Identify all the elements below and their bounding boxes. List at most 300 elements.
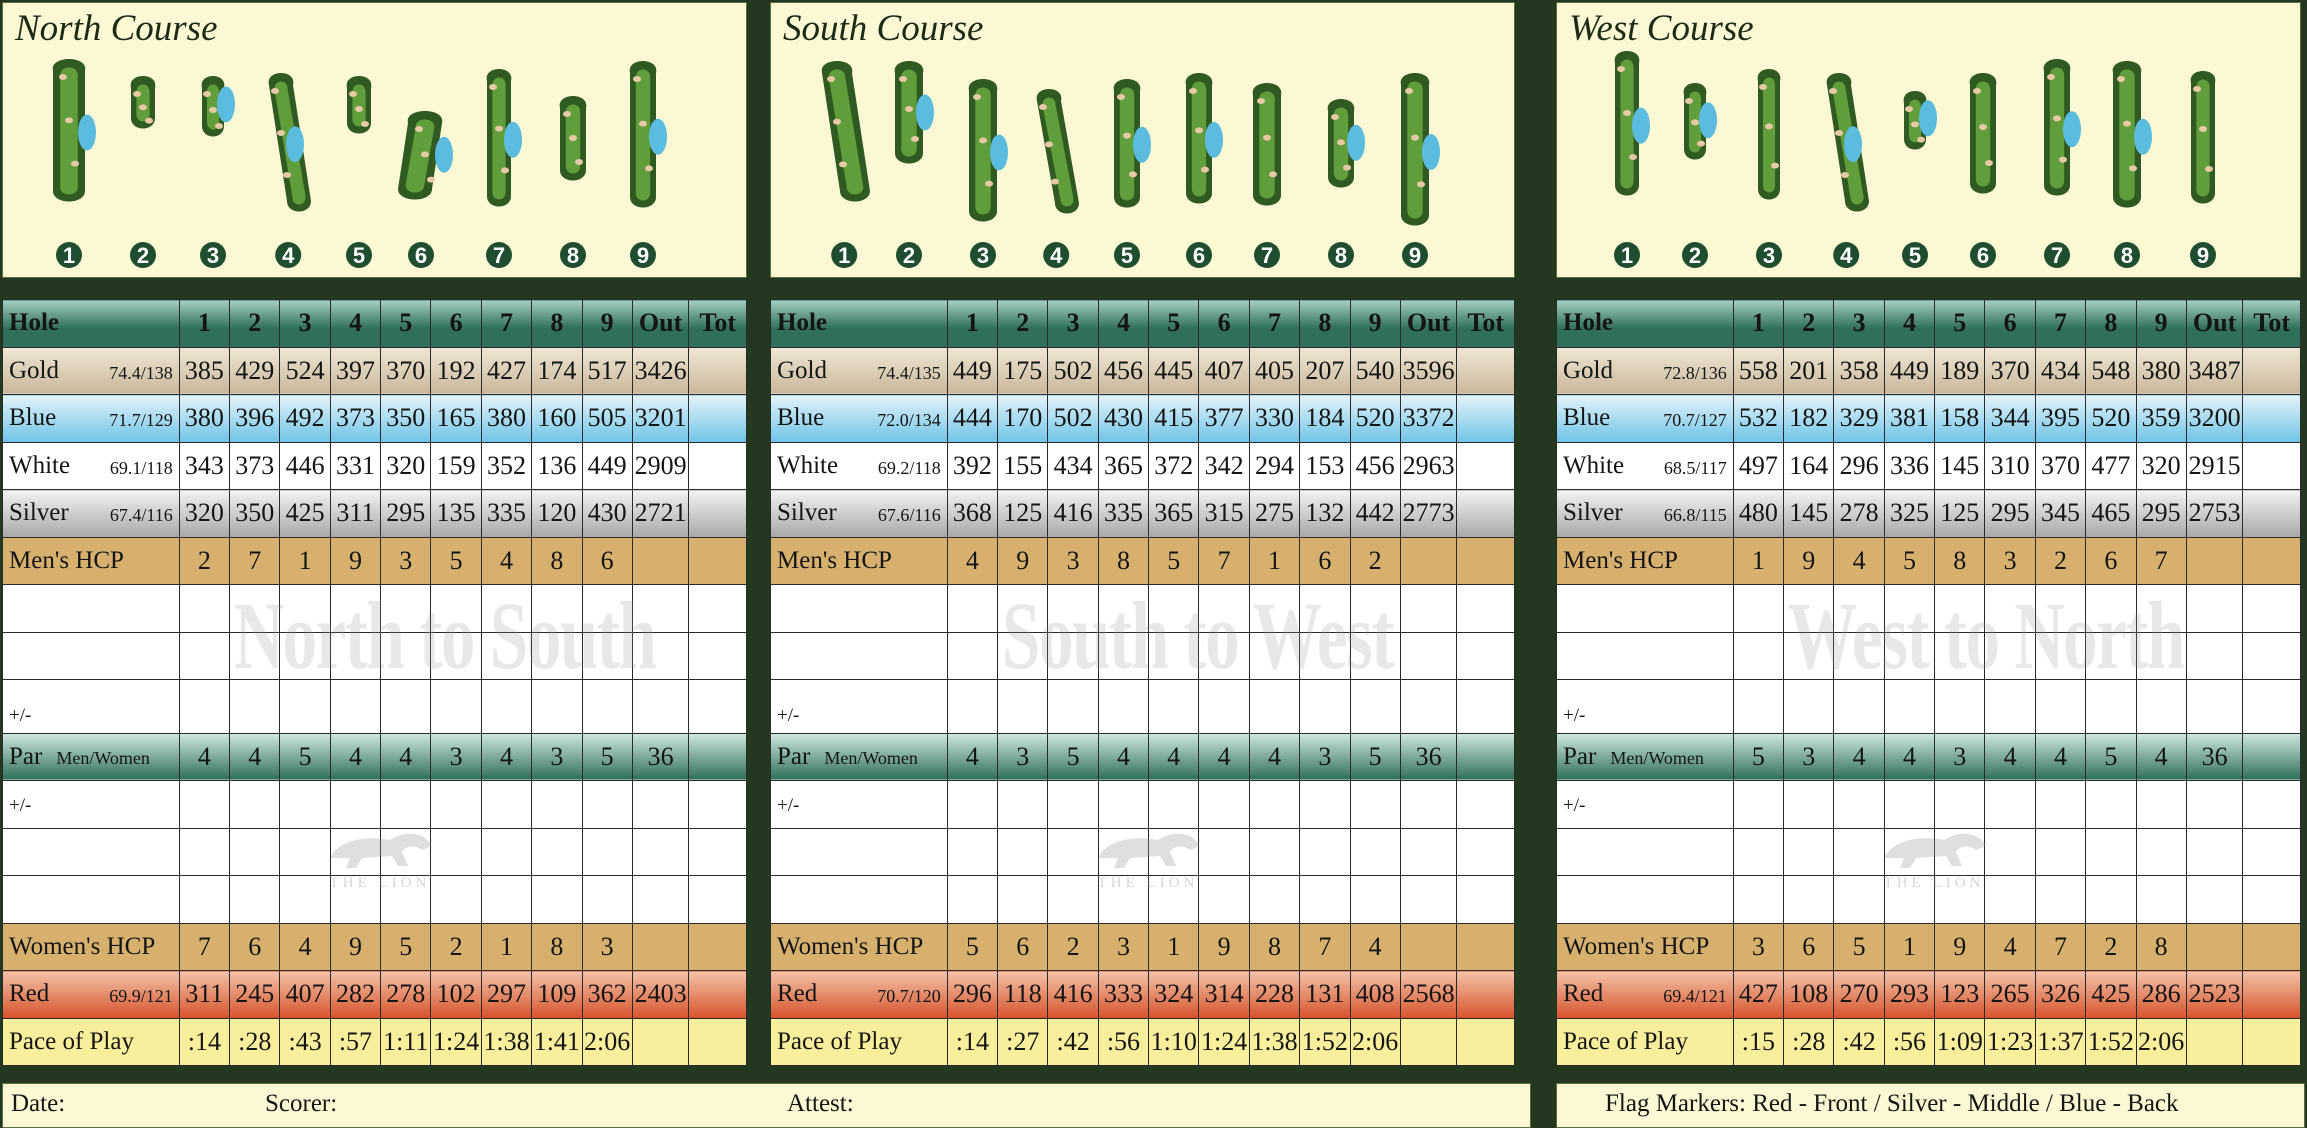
score-entry-cell[interactable] [1935,680,1985,734]
score-entry-cell[interactable] [2136,876,2186,924]
score-entry-cell[interactable] [2136,781,2186,829]
score-entry-cell[interactable] [632,828,689,876]
score-entry-cell[interactable] [2136,828,2186,876]
score-entry-cell[interactable] [632,680,689,734]
yardage-cell: 492 [280,395,330,443]
out-header: Out [1400,300,1457,348]
hole-number-text: 4 [282,243,295,268]
gold-tee-label-text: Gold [9,356,59,384]
yardage-cell: 311 [179,971,229,1019]
bunker [1123,133,1131,139]
course-rating-slope: 68.5/117 [1663,457,1727,478]
score-entry-cell[interactable] [2136,632,2186,680]
hole-number-header: 3 [1048,300,1098,348]
score-entry-cell[interactable] [532,828,582,876]
score-entry-cell[interactable] [998,632,1048,680]
score-entry-cell[interactable] [1784,632,1834,680]
score-entry-cell[interactable] [481,876,531,924]
score-entry-cell[interactable] [689,680,747,734]
score-entry-cell[interactable] [532,632,582,680]
score-entry-cell[interactable] [481,585,531,633]
score-entry-cell[interactable] [230,680,280,734]
score-entry-cell[interactable] [1834,632,1884,680]
score-entry-cell[interactable] [1400,680,1457,734]
score-entry-cell[interactable] [481,680,531,734]
player-name-cell[interactable] [3,585,180,633]
score-entry-cell[interactable] [1350,632,1400,680]
yardage-cell: 170 [998,395,1048,443]
womens-hcp-label-text: Women's HCP [1563,932,1710,960]
bunker [827,76,835,82]
score-entry-cell[interactable] [1199,632,1249,680]
score-entry-cell[interactable] [2243,585,2301,633]
score-entry-cell[interactable] [2086,781,2136,829]
score-entry-cell[interactable] [632,781,689,829]
gold-tee-label-text: Gold [777,356,827,384]
score-entry-cell[interactable] [179,781,229,829]
score-entry-cell[interactable] [1350,828,1400,876]
yardage-cell: 381 [1884,395,1934,443]
hole-number-header: 8 [1300,300,1350,348]
score-entry-cell[interactable] [1249,585,1299,633]
score-entry-cell[interactable] [1935,828,1985,876]
score-entry-cell[interactable] [1985,680,2035,734]
score-entry-cell[interactable] [431,828,481,876]
handicap-cell: 7 [2035,923,2085,971]
score-entry-cell[interactable] [1935,632,1985,680]
score-entry-cell[interactable] [1935,781,1985,829]
player-name-cell[interactable] [3,632,180,680]
handicap-cell: 4 [1350,923,1400,971]
score-entry-cell[interactable] [2186,781,2243,829]
score-entry-cell[interactable] [431,876,481,924]
handicap-tot-cell [689,923,747,971]
score-entry-cell[interactable] [2086,585,2136,633]
hole-number-header: 2 [998,300,1048,348]
score-entry-cell[interactable] [1935,876,1985,924]
score-entry-cell[interactable] [1048,680,1098,734]
hole-number-text: 8 [566,243,580,268]
score-entry-cell[interactable] [582,876,632,924]
fairway-shape [1407,82,1422,219]
score-entry-cell[interactable] [1985,876,2035,924]
score-entry-cell[interactable] [1300,876,1350,924]
player-name-cell[interactable] [1557,680,1734,734]
score-entry-cell[interactable] [1400,632,1457,680]
score-entry-cell[interactable] [280,828,330,876]
score-entry-cell[interactable] [1098,585,1148,633]
bunker [563,111,571,117]
score-entry-cell[interactable] [1884,632,1934,680]
score-entry-cell[interactable] [381,680,431,734]
hole-number-header: 9 [582,300,632,348]
bunker [2117,76,2125,82]
score-entry-cell[interactable] [947,781,997,829]
score-entry-cell[interactable] [2035,828,2085,876]
score-entry-cell[interactable] [381,828,431,876]
score-entry-cell[interactable] [1199,680,1249,734]
score-entry-cell[interactable] [1098,828,1148,876]
score-entry-cell[interactable] [179,680,229,734]
score-entry-cell[interactable] [330,828,380,876]
player-name-cell[interactable] [3,828,180,876]
score-entry-cell[interactable] [1249,632,1299,680]
score-entry-cell[interactable] [1249,680,1299,734]
score-entry-cell[interactable] [1048,876,1098,924]
yardage-cell: 310 [1985,442,2035,490]
score-entry-cell[interactable] [1733,876,1783,924]
score-entry-cell[interactable] [1098,680,1148,734]
hole-6-layout [1186,73,1223,268]
hole-number-text: 9 [636,243,650,268]
player-name-cell[interactable] [3,781,180,829]
yardage-cell: 449 [1884,347,1934,395]
score-entry-cell[interactable] [1199,828,1249,876]
score-entry-cell[interactable] [330,585,380,633]
score-entry-cell[interactable] [1457,632,1515,680]
score-entry-cell[interactable] [431,585,481,633]
score-entry-cell[interactable] [1834,876,1884,924]
score-entry-cell[interactable] [1884,781,1934,829]
score-entry-cell[interactable] [1048,585,1098,633]
score-entry-cell[interactable] [1985,585,2035,633]
handicap-cell: 6 [582,537,632,585]
score-entry-cell[interactable] [1149,781,1199,829]
score-entry-cell[interactable] [582,585,632,633]
score-entry-cell[interactable] [179,876,229,924]
score-entry-cell[interactable] [1784,781,1834,829]
hole-number-header: 2 [230,300,280,348]
score-entry-cell[interactable] [947,585,997,633]
player-name-cell[interactable] [771,680,948,734]
score-entry-cell[interactable] [1300,781,1350,829]
score-entry-cell[interactable] [689,781,747,829]
par-sub-label: Men/Women [824,747,918,768]
score-entry-cell[interactable] [2243,876,2301,924]
score-entry-cell[interactable] [2186,632,2243,680]
score-entry-cell[interactable] [1249,781,1299,829]
score-entry-cell[interactable] [280,632,330,680]
bunker [2129,165,2137,171]
score-entry-cell[interactable] [1149,632,1199,680]
score-entry-cell[interactable] [1733,680,1783,734]
score-entry-cell[interactable] [1249,828,1299,876]
player-name-cell[interactable] [1557,632,1734,680]
score-entry-cell[interactable] [280,680,330,734]
score-entry-cell[interactable] [1884,828,1934,876]
score-entry-cell[interactable] [1098,781,1148,829]
score-entry-cell[interactable] [1733,585,1783,633]
score-entry-cell[interactable] [1300,680,1350,734]
score-entry-cell[interactable] [689,876,747,924]
score-entry-cell[interactable] [689,828,747,876]
score-entry-cell[interactable] [947,828,997,876]
score-entry-cell[interactable] [1733,632,1783,680]
score-entry-cell[interactable] [1350,680,1400,734]
yardage-cell: 373 [330,395,380,443]
yardage-cell: 270 [1834,971,1884,1019]
score-entry-cell[interactable] [280,781,330,829]
score-entry-cell[interactable] [1350,876,1400,924]
fairway-shape [1120,88,1134,201]
yardage-cell: 425 [2086,971,2136,1019]
score-entry-cell[interactable] [689,585,747,633]
score-entry-cell[interactable] [230,585,280,633]
red-tee-label-text: Red [1563,980,1604,1008]
score-entry-cell[interactable] [582,781,632,829]
score-entry-cell[interactable] [1350,585,1400,633]
score-entry-cell[interactable] [230,876,280,924]
yardage-cell: 480 [1733,490,1783,538]
course-rating-slope: 74.4/138 [109,362,173,383]
score-entry-cell[interactable] [2243,828,2301,876]
bunker [1765,123,1773,129]
fairway-shape [352,85,365,127]
hole-number-header: 7 [1249,300,1299,348]
score-entry-cell[interactable] [1098,876,1148,924]
player-name-cell[interactable] [771,781,948,829]
score-entry-cell[interactable] [1834,585,1884,633]
score-entry-cell[interactable] [1457,680,1515,734]
score-entry-cell[interactable] [2243,680,2301,734]
yardage-cell: 2721 [632,490,689,538]
player-name-cell[interactable] [771,585,948,633]
handicap-cell: 8 [1935,537,1985,585]
score-entry-cell[interactable] [1400,828,1457,876]
score-entry-cell[interactable] [1149,680,1199,734]
score-entry-cell[interactable] [947,632,997,680]
player-name-cell[interactable] [771,876,948,924]
water-hazard [1632,108,1650,144]
player-score-row [1557,632,2301,680]
player-name-cell[interactable] [3,680,180,734]
handicap-cell: 3 [1048,537,1098,585]
score-entry-cell[interactable] [532,876,582,924]
score-entry-cell[interactable] [1350,781,1400,829]
handicap-cell: 6 [998,923,1048,971]
score-entry-cell[interactable] [1834,781,1884,829]
score-entry-cell[interactable] [481,632,531,680]
score-entry-cell[interactable] [431,680,481,734]
score-entry-cell[interactable] [2186,585,2243,633]
par-cell: 5 [1733,733,1783,781]
bunker [1337,139,1345,145]
mens-hcp-label-text: Men's HCP [777,546,892,574]
hole-1-layout [53,59,96,268]
score-entry-cell[interactable] [1884,585,1934,633]
score-entry-cell[interactable] [582,680,632,734]
score-entry-cell[interactable] [1400,781,1457,829]
handicap-tot-cell [2243,537,2301,585]
score-entry-cell[interactable] [1784,585,1834,633]
water-hazard [2063,111,2081,147]
score-entry-cell[interactable] [947,680,997,734]
score-entry-cell[interactable] [1149,828,1199,876]
score-entry-cell[interactable] [998,585,1048,633]
score-entry-cell[interactable] [1884,876,1934,924]
score-entry-cell[interactable] [1733,781,1783,829]
silver-tee-label-text: Silver [9,499,69,527]
yardage-cell: 182 [1784,395,1834,443]
score-entry-cell[interactable] [2086,876,2136,924]
yardage-cell: 427 [1733,971,1783,1019]
score-entry-cell[interactable] [1199,781,1249,829]
player-name-cell[interactable] [1557,828,1734,876]
score-entry-cell[interactable] [1098,632,1148,680]
score-entry-cell[interactable] [280,876,330,924]
yardage-cell: 350 [381,395,431,443]
bunker [1189,88,1197,94]
player-name-cell[interactable] [1557,781,1734,829]
score-entry-cell[interactable] [1935,585,1985,633]
score-entry-cell[interactable] [2136,680,2186,734]
yardage-total-cell [689,971,747,1019]
score-entry-cell[interactable] [1784,828,1834,876]
score-entry-cell[interactable] [1457,585,1515,633]
score-entry-cell[interactable] [998,680,1048,734]
score-entry-cell[interactable] [1249,876,1299,924]
yardage-cell: 540 [1350,347,1400,395]
score-entry-cell[interactable] [947,876,997,924]
score-entry-cell[interactable] [1457,876,1515,924]
yardage-total-cell [2243,347,2301,395]
score-entry-cell[interactable] [179,585,229,633]
score-entry-cell[interactable] [1985,632,2035,680]
score-entry-cell[interactable] [532,781,582,829]
score-entry-cell[interactable] [998,781,1048,829]
score-entry-cell[interactable] [381,632,431,680]
bunker [1201,167,1209,173]
yardage-cell: 373 [230,442,280,490]
score-entry-cell[interactable] [1834,680,1884,734]
score-entry-cell[interactable] [431,781,481,829]
score-entry-cell[interactable] [1199,585,1249,633]
score-entry-cell[interactable] [179,828,229,876]
score-entry-cell[interactable] [532,585,582,633]
red-tee-label [1557,971,1734,1019]
score-entry-cell[interactable] [1733,828,1783,876]
bunker [979,137,987,143]
player-name-cell[interactable] [1557,876,1734,924]
score-entry-cell[interactable] [1784,680,1834,734]
score-entry-cell[interactable] [1300,585,1350,633]
score-entry-cell[interactable] [330,632,380,680]
bunker [215,123,223,129]
score-entry-cell[interactable] [2243,781,2301,829]
score-entry-cell[interactable] [230,632,280,680]
hole-number-header: 8 [2086,300,2136,348]
score-entry-cell[interactable] [230,781,280,829]
score-entry-cell[interactable] [998,828,1048,876]
score-entry-cell[interactable] [1457,781,1515,829]
score-entry-cell[interactable] [1834,828,1884,876]
score-entry-cell[interactable] [632,585,689,633]
score-entry-cell[interactable] [2035,585,2085,633]
score-entry-cell[interactable] [2136,585,2186,633]
score-entry-cell[interactable] [431,632,481,680]
hole-7-layout [1253,83,1282,268]
score-entry-cell[interactable] [2035,680,2085,734]
score-entry-cell[interactable] [330,876,380,924]
score-entry-cell[interactable] [1199,876,1249,924]
score-entry-cell[interactable] [330,680,380,734]
score-entry-cell[interactable] [1300,632,1350,680]
score-entry-cell[interactable] [1985,828,2035,876]
score-entry-cell[interactable] [381,781,431,829]
score-entry-cell[interactable] [1985,781,2035,829]
yardage-cell: 330 [1249,395,1299,443]
score-entry-cell[interactable] [330,781,380,829]
score-entry-cell[interactable] [2186,680,2243,734]
score-entry-cell[interactable] [1048,828,1098,876]
mens-handicap-row [1557,537,2301,585]
par-total-cell [689,733,747,781]
score-entry-cell[interactable] [381,876,431,924]
score-entry-cell[interactable] [2086,680,2136,734]
score-entry-cell[interactable] [2186,828,2243,876]
score-entry-cell[interactable] [1048,632,1098,680]
player-score-row [771,876,1515,924]
score-entry-cell[interactable] [2186,876,2243,924]
score-entry-cell[interactable] [1048,781,1098,829]
score-entry-cell[interactable] [280,585,330,633]
handicap-cell: 3 [1985,537,2035,585]
score-entry-cell[interactable] [179,632,229,680]
score-entry-cell[interactable] [230,828,280,876]
bunker [271,88,279,94]
par-cell: 4 [1199,733,1249,781]
yardage-cell: 136 [532,442,582,490]
score-entry-cell[interactable] [381,585,431,633]
out-header: Out [632,300,689,348]
pace-time-cell: 1:11 [381,1018,431,1066]
player-name-cell[interactable] [3,876,180,924]
score-entry-cell[interactable] [1784,876,1834,924]
score-entry-cell[interactable] [998,876,1048,924]
score-entry-cell[interactable] [689,632,747,680]
score-entry-cell[interactable] [2035,876,2085,924]
score-entry-cell[interactable] [2243,632,2301,680]
score-entry-cell[interactable] [1149,585,1199,633]
score-entry-cell[interactable] [582,828,632,876]
score-entry-cell[interactable] [2035,781,2085,829]
handicap-cell: 1 [1733,537,1783,585]
pace-time-cell: 2:06 [1350,1018,1400,1066]
score-entry-cell[interactable] [1884,680,1934,734]
score-entry-cell[interactable] [481,828,531,876]
score-entry-cell[interactable] [1400,876,1457,924]
score-entry-cell[interactable] [481,781,531,829]
score-entry-cell[interactable] [632,632,689,680]
player-name-cell[interactable] [771,828,948,876]
score-entry-cell[interactable] [1400,585,1457,633]
score-entry-cell[interactable] [1149,876,1199,924]
score-entry-cell[interactable] [582,632,632,680]
score-entry-cell[interactable] [632,876,689,924]
score-entry-cell[interactable] [2086,828,2136,876]
player-name-cell[interactable] [771,632,948,680]
score-entry-cell[interactable] [2035,632,2085,680]
bunker [489,84,497,90]
yardage-cell: 295 [381,490,431,538]
score-entry-cell[interactable] [532,680,582,734]
player-name-cell[interactable] [1557,585,1734,633]
yardage-cell: 449 [947,347,997,395]
score-entry-cell[interactable] [2086,632,2136,680]
water-hazard [1422,134,1440,170]
score-entry-cell[interactable] [1457,828,1515,876]
score-entry-cell[interactable] [1300,828,1350,876]
